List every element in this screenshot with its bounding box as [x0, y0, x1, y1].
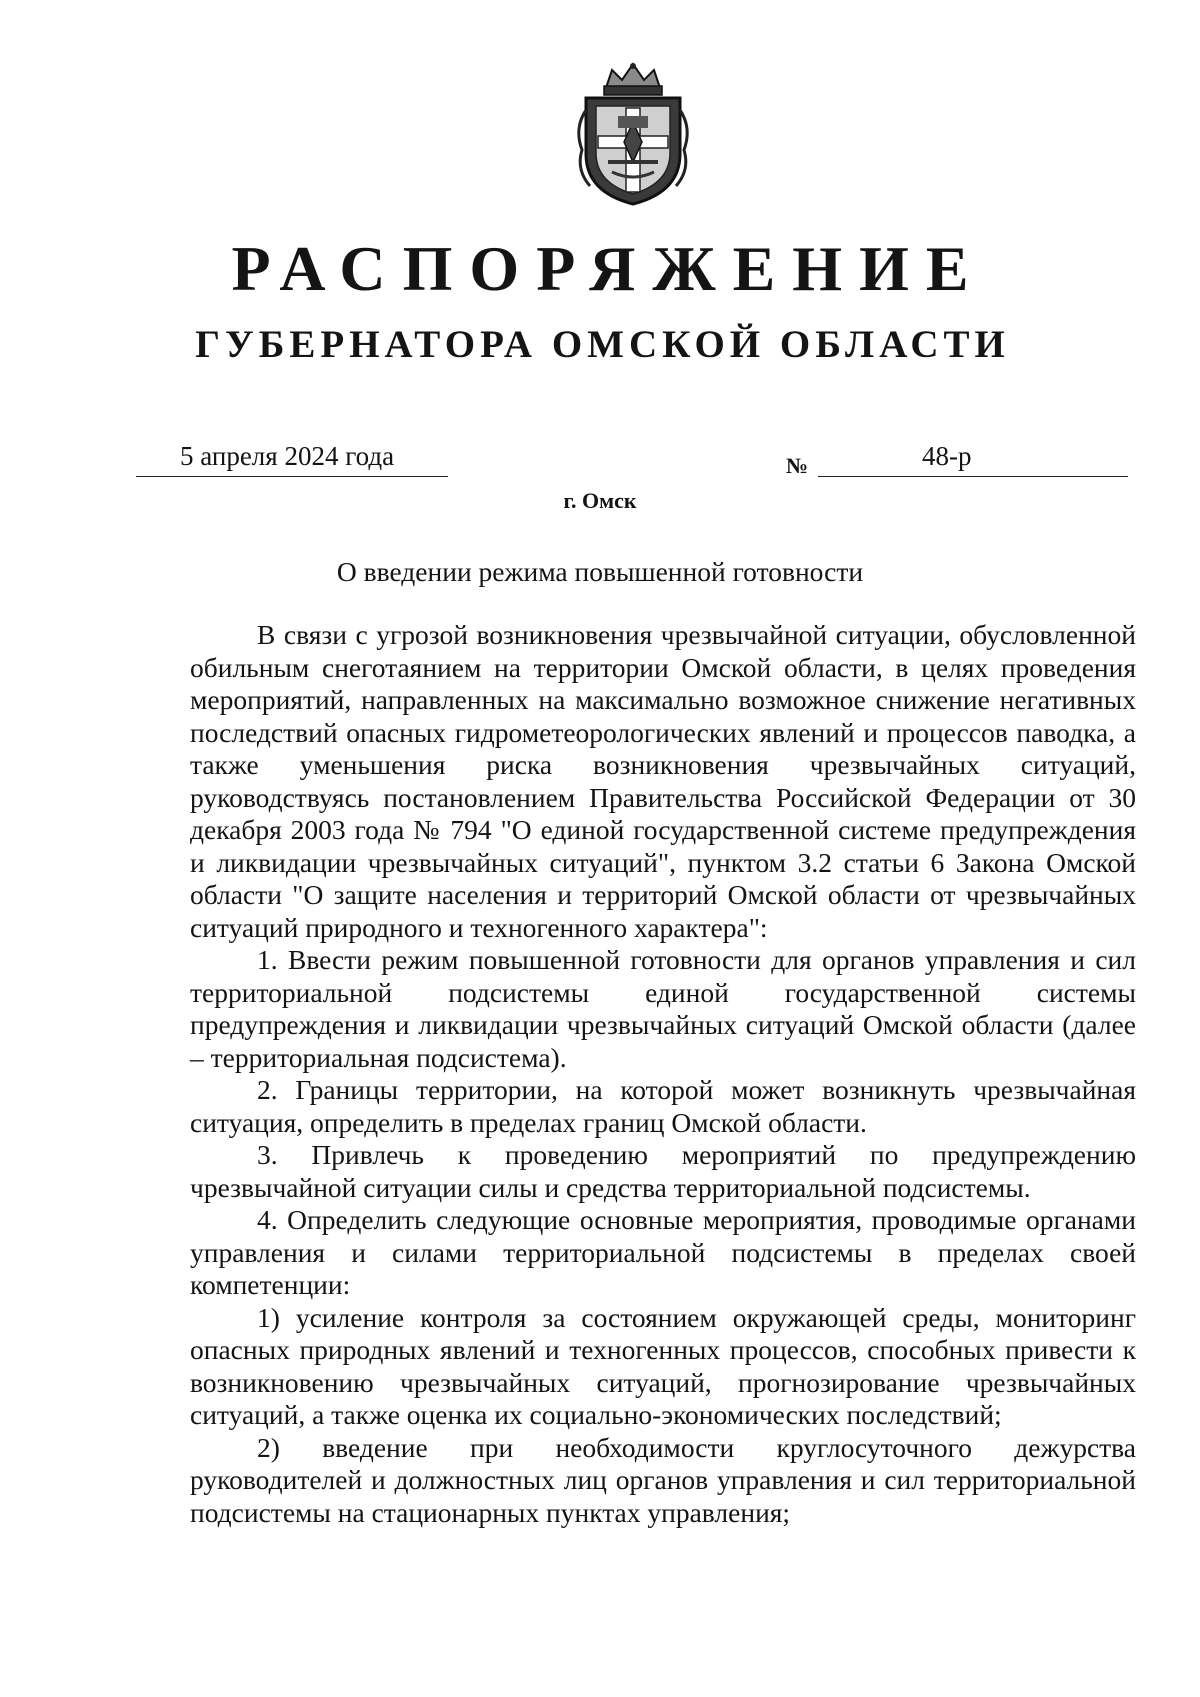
document-date: 5 апреля 2024 года — [180, 441, 395, 471]
document-number: 48-р — [922, 441, 972, 471]
subclause-paragraph: 2) введение при необходимости круглосуточного дежурства руководителей и должностных лиц органов управления и сил территориальной подсистемы на стационарных пунктах управления; — [190, 1431, 1136, 1528]
clause-paragraph: 1. Ввести режим повышенной готовности для органов управления и сил территориальной подсистемы единой государственной системы предупреждения и ликвидации чрезвычайных ситуаций Омской области (далее – территориальная подсистема). — [190, 944, 1136, 1073]
document-subject: О введении режима повышенной готовности — [336, 556, 864, 587]
clause-paragraph: 4. Определить следующие основные мероприятия, проводимые органами управления и силами территориальной подсистемы в пределах своей компетенции: — [190, 1204, 1136, 1300]
issuer-title: ГУБЕРНАТОРА ОМСКОЙ ОБЛАСТИ — [195, 323, 1010, 366]
subclause-paragraph: 1) усиление контроля за состоянием окружающей среды, мониторинг опасных природных явлений и техногенных процессов, способных привести к возникновению чрезвычайных ситуаций, прогнозирование чрезвычайных ситуаций, а также оценка их социально-экономических последствий; — [190, 1301, 1136, 1430]
document-body — [190, 619, 1136, 1529]
number-field — [818, 436, 1128, 477]
date-field — [136, 436, 448, 477]
document-type-title: РАСПОРЯЖЕНИЕ — [231, 233, 986, 304]
preamble-paragraph: В связи с угрозой возникновения чрезвычайной ситуации, обусловленной обильным снеготаянием на территории Омской области, в целях проведения мероприятий, направленных на максимально возможное снижение негативных последствий опасных гидрометеорологических явлений и процессов паводка, а также уменьшения риска возникновения чрезвычайных ситуаций, руководствуясь постановлением Правительства Российской Федерации от 30 декабря 2003 года № 794 "О единой государственной системе предупреждения и ликвидации чрезвычайных ситуаций", пунктом 3.2 статьи 6 Закона Омской области "О защите населения и территорий Омской области от чрезвычайных ситуаций природного и техногенного характера": — [190, 619, 1136, 943]
clause-paragraph: 3. Привлечь к проведению мероприятий по предупреждению чрезвычайной ситуации силы и средства территориальной подсистемы. — [190, 1139, 1136, 1203]
number-label: № — [786, 453, 809, 478]
clause-paragraph: 2. Границы территории, на которой может возникнуть чрезвычайная ситуация, определить в пределах границ Омской области. — [190, 1074, 1136, 1138]
city-label: г. Омск — [563, 488, 637, 513]
coat-of-arms-icon — [568, 58, 698, 208]
